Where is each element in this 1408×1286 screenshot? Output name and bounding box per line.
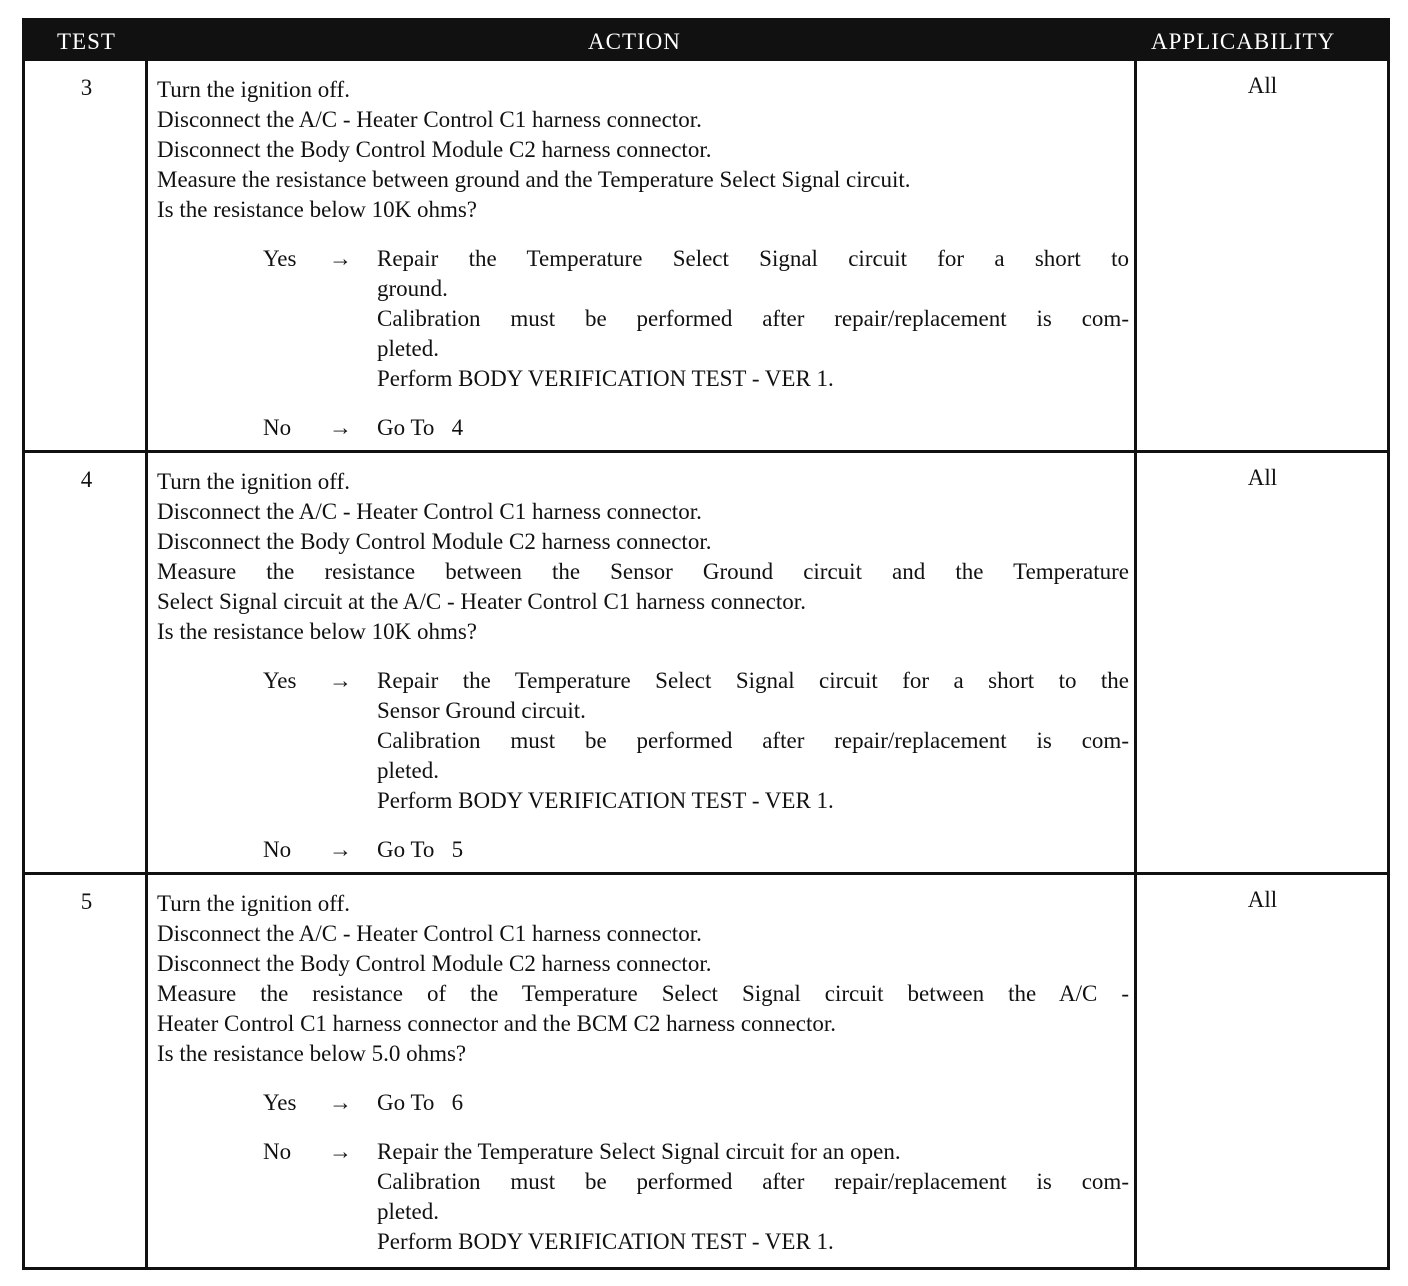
response-line: Repair the Temperature Select Signal circuit for a short to — [377, 246, 1129, 271]
applicability-cell: All — [1247, 73, 1278, 98]
applicability-cell: All — [1247, 465, 1278, 490]
header-action: ACTION — [588, 29, 681, 54]
action-line: Turn the ignition off. — [157, 77, 350, 102]
response-line: Calibration must be performed after repair/replacement is com- — [377, 306, 1129, 331]
action-line: Disconnect the A/C - Heater Control C1 harness connector. — [157, 499, 702, 524]
action-line: Disconnect the Body Control Module C2 harness connector. — [157, 951, 712, 976]
no-label: No — [263, 1139, 292, 1164]
arrow-icon: → — [329, 837, 352, 862]
action-line: Disconnect the A/C - Heater Control C1 harness connector. — [157, 107, 702, 132]
response-line: pleted. — [377, 758, 439, 783]
response-line: Calibration must be performed after repair/replacement is com- — [377, 1169, 1129, 1194]
no-response — [157, 835, 1129, 865]
no-label: No — [263, 415, 292, 440]
yes-response — [157, 244, 1129, 394]
test-number: 5 — [80, 889, 93, 914]
action-cell — [157, 889, 1129, 1257]
response-line: Go To 4 — [377, 415, 464, 440]
action-line: Measure the resistance between ground and the Temperature Select Signal circuit. — [157, 167, 911, 192]
diagnostic-test-table — [22, 18, 1390, 1270]
response-line: pleted. — [377, 1199, 439, 1224]
arrow-icon: → — [329, 1139, 352, 1164]
action-line: Disconnect the Body Control Module C2 harness connector. — [157, 529, 712, 554]
yes-label: Yes — [263, 668, 297, 693]
action-line: Turn the ignition off. — [157, 469, 350, 494]
no-response — [157, 413, 1129, 443]
arrow-icon: → — [329, 668, 352, 693]
header-test: TEST — [57, 29, 116, 54]
action-line: Disconnect the A/C - Heater Control C1 harness connector. — [157, 921, 702, 946]
table-header — [25, 21, 1387, 61]
row-divider — [25, 872, 1387, 875]
arrow-icon: → — [329, 246, 352, 271]
response-line: Calibration must be performed after repair/replacement is com- — [377, 728, 1129, 753]
yes-response — [157, 666, 1129, 816]
no-label: No — [263, 837, 292, 862]
action-line: Turn the ignition off. — [157, 891, 350, 916]
applicability-cell: All — [1247, 887, 1278, 912]
response-line: Go To 5 — [377, 837, 464, 862]
action-line: Measure the resistance of the Temperature Select Signal circuit between the A/C - — [157, 981, 1129, 1006]
response-line: Perform BODY VERIFICATION TEST - VER 1. — [377, 366, 834, 391]
yes-response — [157, 1088, 1129, 1118]
response-line: pleted. — [377, 336, 439, 361]
response-line: Go To 6 — [377, 1090, 464, 1115]
column-divider — [145, 61, 148, 1267]
test-number: 3 — [80, 75, 93, 100]
response-line: Repair the Temperature Select Signal circuit for an open. — [377, 1139, 901, 1164]
response-line: Perform BODY VERIFICATION TEST - VER 1. — [377, 788, 834, 813]
header-applicability: APPLICABILITY — [1151, 29, 1336, 54]
column-divider — [1134, 61, 1137, 1267]
no-response — [157, 1137, 1129, 1257]
action-line: Measure the resistance between the Sensor Ground circuit and the Temperature — [157, 559, 1129, 584]
response-line: Sensor Ground circuit. — [377, 698, 586, 723]
action-line: Is the resistance below 5.0 ohms? — [157, 1041, 467, 1066]
response-line: Repair the Temperature Select Signal circuit for a short to the — [377, 668, 1129, 693]
response-line: Perform BODY VERIFICATION TEST - VER 1. — [377, 1229, 834, 1254]
action-line: Select Signal circuit at the A/C - Heater Control C1 harness connector. — [157, 589, 806, 614]
action-line: Disconnect the Body Control Module C2 harness connector. — [157, 137, 712, 162]
row-divider — [25, 450, 1387, 453]
action-cell — [157, 75, 1129, 443]
test-number: 4 — [80, 467, 93, 492]
yes-label: Yes — [263, 1090, 297, 1115]
response-line: ground. — [377, 276, 448, 301]
arrow-icon: → — [329, 415, 352, 440]
action-line: Is the resistance below 10K ohms? — [157, 197, 478, 222]
action-line: Heater Control C1 harness connector and the BCM C2 harness connector. — [157, 1011, 836, 1036]
arrow-icon: → — [329, 1090, 352, 1115]
action-cell — [157, 467, 1129, 865]
action-line: Is the resistance below 10K ohms? — [157, 619, 478, 644]
yes-label: Yes — [263, 246, 297, 271]
